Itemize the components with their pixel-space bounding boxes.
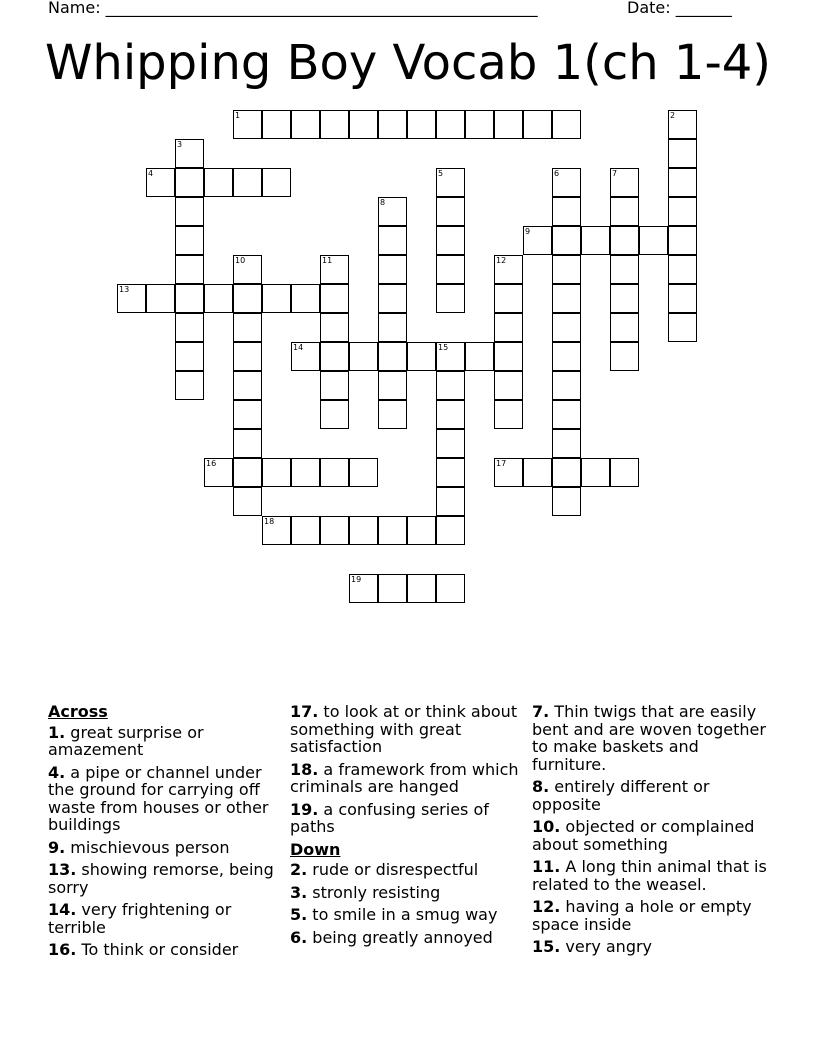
grid-cell[interactable] [668,313,697,342]
clue-number-label: 10 [235,256,246,265]
grid-cell[interactable] [349,458,378,487]
grid-cell[interactable] [436,487,465,516]
clue-list [290,861,526,946]
grid-cell[interactable] [668,168,697,197]
clue-column-2 [290,703,526,951]
grid-cell[interactable] [146,284,175,313]
clue-text: A long thin animal that is related to the weasel. [532,857,767,894]
grid-cell[interactable] [204,168,233,197]
clue-number: 2. [290,860,308,879]
grid-cell[interactable] [407,342,436,371]
clue-text: to look at or think about something with great satisfaction [290,702,518,756]
grid-cell[interactable] [320,516,349,545]
across-heading: Across [48,702,108,721]
grid-cell[interactable] [639,226,668,255]
grid-cell[interactable] [552,255,581,284]
grid-cell[interactable] [668,139,697,168]
clue-text: a pipe or channel under the ground for carrying off waste from houses or other buildings [48,762,269,834]
clue-text: showing remorse, being sorry [48,860,274,897]
clue-number-label: 15 [438,343,449,352]
grid-cell[interactable] [552,313,581,342]
grid-cell[interactable] [523,110,552,139]
grid-cell[interactable] [262,110,291,139]
clue-number-label: 5 [438,169,444,178]
clue-text: being greatly annoyed [307,927,493,947]
clue-number-label: 1 [235,111,241,120]
clue-item [532,778,772,813]
grid-cell[interactable] [552,400,581,429]
grid-cell[interactable] [610,197,639,226]
grid-cell[interactable] [581,458,610,487]
grid-cell[interactable] [494,342,523,371]
clue-column-1 [48,703,284,964]
name-field-label: Name: ______________________________________________________ [48,0,538,17]
grid-cell[interactable] [407,110,436,139]
clue-number: 4. [48,762,66,782]
grid-cell[interactable] [378,313,407,342]
grid-cell[interactable] [494,284,523,313]
grid-cell[interactable] [233,487,262,516]
clue-text: objected or complained about something [532,817,755,854]
grid-cell[interactable] [494,371,523,400]
grid-cell[interactable] [233,429,262,458]
clue-number: 12. [532,897,561,916]
clue-text: a framework from which criminals are hanged [290,759,519,796]
clue-number-label: 16 [206,459,217,468]
clue-number: 1. [48,722,66,742]
grid-cell[interactable] [175,168,204,197]
grid-cell[interactable] [378,371,407,400]
clue-item [48,839,284,857]
grid-cell[interactable] [349,342,378,371]
grid-cell[interactable] [494,313,523,342]
clue-number: 15. [532,937,561,956]
clue-number-label: 12 [496,256,507,265]
grid-cell[interactable] [204,284,233,313]
clue-item [290,861,526,879]
grid-cell[interactable] [378,284,407,313]
grid-cell[interactable] [349,110,378,139]
grid-cell[interactable] [175,226,204,255]
grid-cell[interactable] [407,516,436,545]
grid-cell[interactable] [610,255,639,284]
clue-number: 18. [290,759,319,779]
grid-cell[interactable] [436,197,465,226]
clue-number-label: 17 [496,459,507,468]
clue-item [48,764,284,834]
clue-item [48,861,284,896]
clue-text: to smile in a smug way [307,905,498,924]
grid-cell[interactable] [552,197,581,226]
grid-cell[interactable] [436,458,465,487]
clue-item [290,801,526,836]
clue-item [48,901,284,936]
grid-cell[interactable] [233,458,262,487]
grid-cell[interactable] [291,516,320,545]
clue-number: 10. [532,817,561,836]
clue-number-label: 18 [264,517,275,526]
clue-list [532,703,772,956]
grid-cell[interactable] [610,342,639,371]
grid-cell[interactable] [378,516,407,545]
grid-cell[interactable] [378,226,407,255]
grid-cell[interactable] [407,574,436,603]
clue-item [290,929,526,947]
grid-cell[interactable] [436,400,465,429]
clue-item [532,818,772,853]
clue-item [290,703,526,756]
grid-cell[interactable] [233,400,262,429]
clue-number: 7. [532,702,550,721]
clue-number: 3. [290,882,308,902]
grid-cell[interactable] [320,110,349,139]
grid-cell[interactable] [668,197,697,226]
clue-number-label: 9 [525,227,531,236]
grid-cell[interactable] [436,284,465,313]
grid-cell[interactable] [378,255,407,284]
clue-text: stronly resisting [307,882,441,902]
clue-item [290,884,526,902]
clue-number: 14. [48,900,77,919]
grid-cell[interactable] [262,168,291,197]
grid-cell[interactable] [320,313,349,342]
grid-cell[interactable] [668,226,697,255]
grid-cell[interactable] [552,429,581,458]
grid-cell[interactable] [233,342,262,371]
grid-cell[interactable] [233,168,262,197]
grid-cell[interactable] [349,516,378,545]
grid-cell[interactable] [320,458,349,487]
grid-cell[interactable] [552,110,581,139]
clue-number-label: 19 [351,575,362,584]
grid-cell[interactable] [494,400,523,429]
grid-cell[interactable] [233,284,262,313]
grid-cell[interactable] [175,255,204,284]
clue-number-label: 3 [177,140,183,149]
grid-cell[interactable] [610,458,639,487]
grid-cell[interactable] [291,458,320,487]
clue-text: entirely different or opposite [532,777,710,814]
grid-cell[interactable] [436,516,465,545]
date-field-label: Date: _______ [627,0,732,17]
grid-cell[interactable] [465,110,494,139]
grid-cell[interactable] [378,400,407,429]
grid-cell[interactable] [175,371,204,400]
clue-number: 19. [290,799,319,819]
clue-item [532,703,772,773]
grid-cell[interactable] [320,400,349,429]
clue-list [290,703,526,836]
grid-cell[interactable] [291,110,320,139]
grid-cell[interactable] [523,458,552,487]
clue-text: mischievous person [65,837,230,857]
clue-number: 16. [48,940,77,959]
grid-cell[interactable] [610,226,639,255]
grid-cell[interactable] [494,110,523,139]
clue-item [532,898,772,933]
grid-cell[interactable] [378,574,407,603]
clue-text: very frightening or terrible [48,900,232,937]
clue-text: a confusing series of paths [290,799,489,836]
grid-cell[interactable] [668,284,697,313]
clue-number: 13. [48,860,77,879]
grid-cell[interactable] [320,284,349,313]
grid-cell[interactable] [320,342,349,371]
grid-cell[interactable] [233,313,262,342]
clue-number-label: 13 [119,285,130,294]
page-title: Whipping Boy Vocab 1(ch 1-4) [44,35,772,91]
grid-cell[interactable] [610,313,639,342]
clue-number-label: 4 [148,169,154,178]
grid-cell[interactable] [436,226,465,255]
clue-text: To think or consider [76,940,239,959]
grid-cell[interactable] [552,371,581,400]
clue-text: great surprise or amazement [48,722,204,759]
grid-cell[interactable] [262,284,291,313]
grid-cell[interactable] [610,284,639,313]
clue-text: having a hole or empty space inside [532,897,752,934]
clue-number: 5. [290,905,308,924]
grid-cell[interactable] [436,429,465,458]
grid-cell[interactable] [581,226,610,255]
clue-list [48,724,284,959]
grid-cell[interactable] [320,371,349,400]
clue-number-label: 11 [322,256,333,265]
grid-cell[interactable] [378,110,407,139]
grid-cell[interactable] [175,284,204,313]
clue-number: 9. [48,837,66,857]
clue-item [48,941,284,959]
clue-item [290,906,526,924]
clue-item [48,724,284,759]
grid-cell[interactable] [175,342,204,371]
grid-cell[interactable] [552,342,581,371]
grid-cell[interactable] [233,371,262,400]
clue-number: 6. [290,927,308,947]
clue-number-label: 6 [554,169,560,178]
grid-cell[interactable] [378,342,407,371]
grid-cell[interactable] [668,255,697,284]
grid-cell[interactable] [552,458,581,487]
grid-cell[interactable] [436,255,465,284]
clue-text: very angry [560,937,653,956]
clue-number: 8. [532,777,550,796]
clue-number-label: 14 [293,343,304,352]
clue-number-label: 2 [670,111,676,120]
clue-text: Thin twigs that are easily bent and are woven together to make baskets and furniture. [532,702,766,774]
clue-number-label: 8 [380,198,386,207]
down-heading: Down [290,839,341,859]
clue-number: 11. [532,857,561,876]
grid-cell[interactable] [436,110,465,139]
grid-cell[interactable] [552,487,581,516]
grid-cell[interactable] [465,342,494,371]
grid-cell[interactable] [175,197,204,226]
grid-cell[interactable] [436,371,465,400]
clue-item [532,938,772,956]
grid-cell[interactable] [175,313,204,342]
grid-cell[interactable] [291,284,320,313]
clue-text: rude or disrespectful [307,860,479,879]
clue-number: 17. [290,702,319,721]
grid-cell[interactable] [552,284,581,313]
grid-cell[interactable] [262,458,291,487]
clue-item [290,761,526,796]
clue-number-label: 7 [612,169,618,178]
clue-item [532,858,772,893]
grid-cell[interactable] [436,574,465,603]
clue-column-3 [532,703,772,961]
grid-cell[interactable] [552,226,581,255]
